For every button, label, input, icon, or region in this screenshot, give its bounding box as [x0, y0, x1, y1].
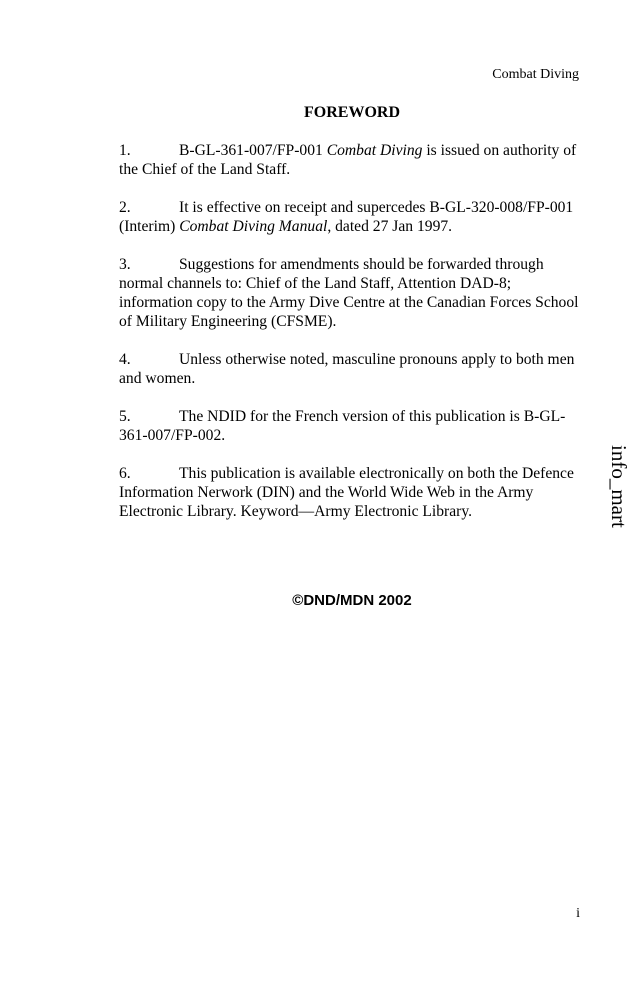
copyright-notice: ©DND/MDN 2002 — [292, 592, 412, 609]
paragraph-text: Unless otherwise noted, masculine pronouns apply to both men and women. — [119, 351, 575, 387]
foreword-heading: FOREWORD — [304, 104, 400, 121]
watermark-text: info_mart — [607, 445, 631, 528]
paragraph-number: 6. — [119, 465, 131, 482]
paragraph-6 — [119, 464, 587, 521]
paragraph-5 — [119, 407, 587, 445]
page-number: i — [576, 906, 580, 921]
paragraph-text: , dated 27 Jan 1997. — [327, 218, 453, 235]
publication-title: Combat Diving Manual — [179, 218, 328, 235]
paragraph-text: This publication is available electronically on both the Defence Information Nerwork (DIN) and the World Wide Web in the Army Electronic Library. Keyword—Army Electronic Library. — [119, 465, 574, 520]
paragraph-text: The NDID for the French version of this publication is B-GL-361-007/FP-002. — [119, 408, 566, 444]
paragraph-2 — [119, 198, 587, 236]
running-header: Combat Diving — [492, 67, 579, 82]
paragraph-text: is issued on authority of the Chief of the Land Staff. — [119, 142, 577, 178]
paragraph-number: 2. — [119, 199, 131, 216]
paragraph-text: It is effective on receipt and supercedes B-GL-320-008/FP-001 (Interim) — [119, 199, 574, 235]
paragraph-number: 3. — [119, 256, 131, 273]
paragraph-4 — [119, 350, 587, 388]
paragraph-text: Suggestions for amendments should be forwarded through normal channels to: Chief of the Land Staff, Attention DAD-8; information copy to the Army Dive Centre at the Canadian Forces School of Military Engineering (CFSME). — [119, 256, 579, 330]
paragraph-1 — [119, 141, 587, 179]
foreword-body — [119, 141, 587, 540]
publication-title: Combat Diving — [326, 142, 423, 159]
paragraph-number: 4. — [119, 351, 131, 368]
paragraph-number: 1. — [119, 142, 131, 159]
paragraph-3 — [119, 255, 587, 331]
paragraph-text: B-GL-361-007/FP-001 — [179, 142, 327, 159]
paragraph-number: 5. — [119, 408, 131, 425]
